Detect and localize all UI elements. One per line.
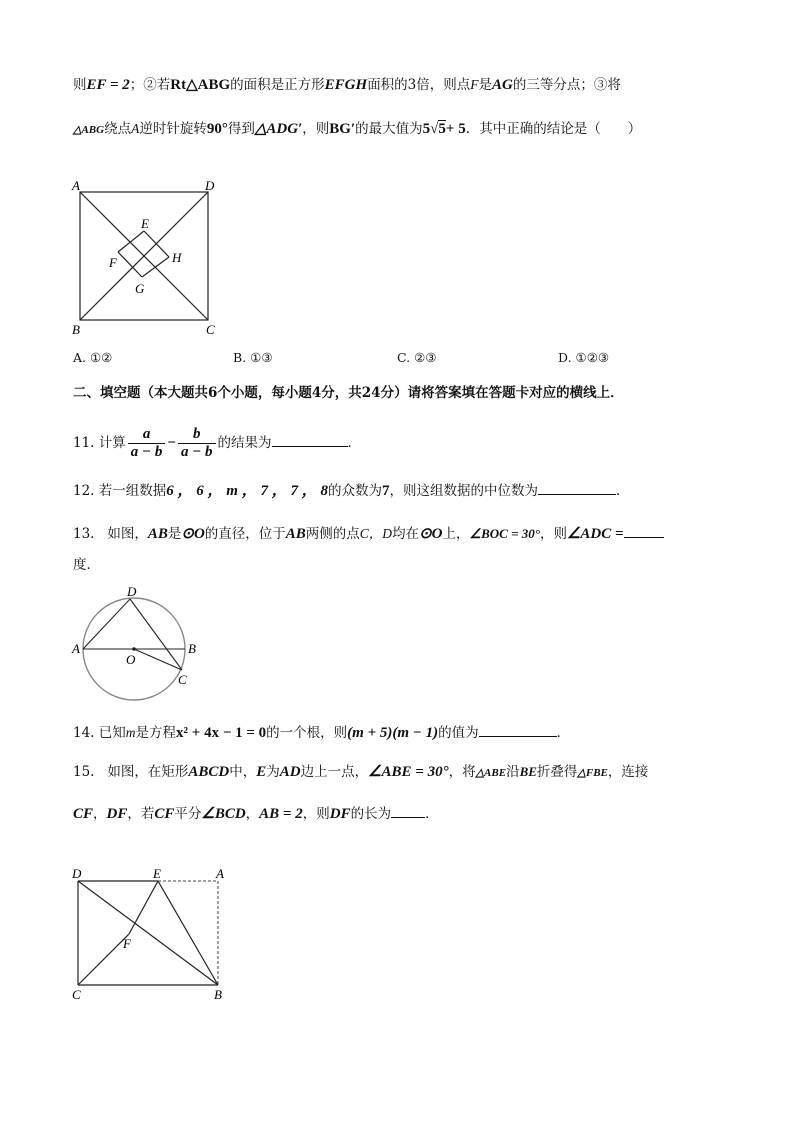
text: ，若 xyxy=(127,806,155,822)
math: AG xyxy=(492,77,513,93)
text: 沿 xyxy=(506,764,520,780)
text: 上， xyxy=(442,526,470,542)
math: 90° xyxy=(206,121,228,137)
math: 5 xyxy=(438,121,446,137)
text: ． xyxy=(425,806,439,822)
text: 的一个根，则 xyxy=(266,725,348,741)
label-d: D xyxy=(72,866,82,881)
choice-a: A. ①② xyxy=(73,350,113,365)
segment-fg xyxy=(118,252,142,277)
label-d: D xyxy=(205,178,215,193)
q13-figure xyxy=(70,582,205,702)
text: 是 xyxy=(167,526,182,542)
segment-gh xyxy=(142,257,169,277)
math: CF xyxy=(73,806,94,822)
text: ， xyxy=(93,806,107,822)
q10-figure xyxy=(70,176,230,338)
q15-line-1 xyxy=(73,762,648,783)
text: 两侧的点 xyxy=(305,526,360,542)
math: ABCD xyxy=(188,764,230,780)
text: ，则 xyxy=(302,806,330,822)
q11 xyxy=(73,425,361,461)
segment-cf xyxy=(78,934,129,985)
text: 如图， xyxy=(107,526,148,542)
choice-b: B. ①③ xyxy=(233,350,273,365)
text: 已知 xyxy=(98,725,126,741)
math: BG′ xyxy=(329,121,356,137)
label-e: E xyxy=(141,216,149,231)
text: 平分 xyxy=(174,806,202,822)
fraction-2 xyxy=(178,426,216,461)
label-g: G xyxy=(135,281,145,296)
text: ．其中正确的结论是（ ） xyxy=(465,121,642,137)
segment-db xyxy=(78,881,218,985)
text: ． xyxy=(615,483,630,499)
math: 5 xyxy=(422,121,431,137)
math: 7 xyxy=(381,483,390,499)
answer-blank[interactable] xyxy=(624,523,664,538)
math: − xyxy=(167,435,176,451)
math: DF xyxy=(329,806,351,822)
center-point xyxy=(132,647,136,651)
text: 边上一点， xyxy=(300,764,369,780)
text: ． xyxy=(556,725,571,741)
text: 的三等分点；③将 xyxy=(512,77,621,93)
label-c: C xyxy=(206,322,215,337)
text: 如图，在矩形 xyxy=(107,764,189,780)
math: AB xyxy=(147,526,168,542)
text: 的结果为 xyxy=(217,435,272,451)
segment-dc xyxy=(130,599,182,670)
q15-line-2 xyxy=(73,803,439,824)
fraction-1 xyxy=(128,426,166,461)
math: EFGH xyxy=(324,77,368,93)
math: A xyxy=(131,121,140,136)
math: + 5 xyxy=(445,121,466,137)
text: 中， xyxy=(229,764,257,780)
answer-blank[interactable] xyxy=(538,480,616,495)
text: 的最大值为 xyxy=(355,121,423,137)
text: ，将 xyxy=(448,764,476,780)
math: ⊙O xyxy=(419,526,443,542)
math: x² + 4x − 1 = 0 xyxy=(176,725,267,741)
text: ，则 xyxy=(539,526,567,542)
text: 的值为 xyxy=(438,725,479,741)
choice-c: C. ②③ xyxy=(397,350,437,365)
text: 得到 xyxy=(227,121,255,137)
section-heading: 二、填空题（本大题共6个小题，每小题4分，共24分）请将答案填在答题卡对应的横线上． xyxy=(73,385,624,401)
text: ，则这组数据的中位数为 xyxy=(389,483,538,499)
q15-figure xyxy=(68,864,238,1002)
q13-line-2: 度． xyxy=(73,557,100,573)
math: AB xyxy=(285,526,306,542)
text: ， xyxy=(245,806,260,822)
math: C，D xyxy=(359,526,393,541)
text: 若一组数据 xyxy=(98,483,167,499)
text: 是 xyxy=(478,77,493,93)
math: Rt△ABG xyxy=(170,77,231,93)
text: 均在 xyxy=(392,526,420,542)
answer-blank[interactable] xyxy=(272,432,348,447)
q13-line-1 xyxy=(73,523,664,544)
label-b: B xyxy=(72,322,80,337)
label-b: B xyxy=(214,987,222,1002)
text: 折叠得 xyxy=(536,764,578,780)
label-c: C xyxy=(178,672,187,687)
text: ． xyxy=(347,435,362,451)
math: E xyxy=(256,764,267,780)
math: △ADG′ xyxy=(254,121,303,137)
math: ∠ADC = xyxy=(566,526,624,542)
math: ∠ABE = 30° xyxy=(368,764,449,780)
label-c: C xyxy=(72,987,81,1002)
sqrt-sign: √ xyxy=(430,121,439,137)
math: ∠BOC = 30° xyxy=(469,526,540,541)
math: DF xyxy=(106,806,128,822)
text: 绕点 xyxy=(104,121,132,137)
question-number: 15. xyxy=(73,764,95,780)
text: 的众数为 xyxy=(327,483,382,499)
text: 的面积是正方形 xyxy=(230,77,325,93)
q12 xyxy=(73,480,629,501)
math: F xyxy=(470,77,479,92)
math: (m + 5)(m − 1) xyxy=(347,725,439,741)
text: 的直径，位于 xyxy=(204,526,286,542)
label-d: D xyxy=(127,584,137,599)
text: ，则 xyxy=(302,121,330,137)
text: 为 xyxy=(266,764,280,780)
label-e: E xyxy=(153,866,161,881)
fraction-denominator: a − b xyxy=(130,444,163,460)
math: m xyxy=(125,725,136,740)
text: 的长为 xyxy=(350,806,392,822)
label-f: F xyxy=(123,936,131,951)
answer-blank[interactable] xyxy=(479,722,557,737)
segment-eb xyxy=(158,881,218,985)
math: △ABE xyxy=(475,767,507,779)
math: BE xyxy=(519,764,537,779)
text: 面积的3倍，则点 xyxy=(367,77,471,93)
question-number: 14. xyxy=(73,725,95,741)
answer-blank[interactable] xyxy=(391,803,425,818)
text: ；②若 xyxy=(129,77,171,93)
question-number: 12. xyxy=(73,483,95,499)
label-b: B xyxy=(188,641,196,656)
segment-ef xyxy=(129,881,158,934)
fraction-denominator: a − b xyxy=(180,444,213,460)
math: CF xyxy=(154,806,175,822)
text: 是方程 xyxy=(135,725,177,741)
choice-d: D. ①②③ xyxy=(558,350,610,365)
label-h: H xyxy=(172,250,182,265)
label-a: A xyxy=(72,178,80,193)
q10-line-1 xyxy=(73,75,621,95)
label-a: A xyxy=(72,641,80,656)
math: EF = 2 xyxy=(86,77,130,93)
text: 则 xyxy=(73,77,87,93)
label-f: F xyxy=(109,255,117,270)
q14 xyxy=(73,722,570,743)
math: △FBE xyxy=(577,767,608,779)
question-number: 11. xyxy=(73,435,95,451)
text: 逆时针旋转 xyxy=(139,121,207,137)
math: AD xyxy=(279,764,301,780)
text: ，连接 xyxy=(607,764,649,780)
math: ⊙O xyxy=(181,526,205,542)
label-o: O xyxy=(126,652,136,667)
text: 计算 xyxy=(98,435,126,451)
q10-line-2 xyxy=(73,119,641,140)
math: 6 ， 6 ， m ， 7 ， 7 ， 8 xyxy=(166,483,328,499)
fraction-numerator: b xyxy=(178,426,216,444)
math: AB = 2 xyxy=(259,806,303,822)
question-number: 13. xyxy=(73,526,95,542)
math: △ABG xyxy=(73,124,105,136)
fraction-numerator: a xyxy=(128,426,166,444)
math: ∠BCD xyxy=(201,806,246,822)
label-a: A xyxy=(216,866,224,881)
